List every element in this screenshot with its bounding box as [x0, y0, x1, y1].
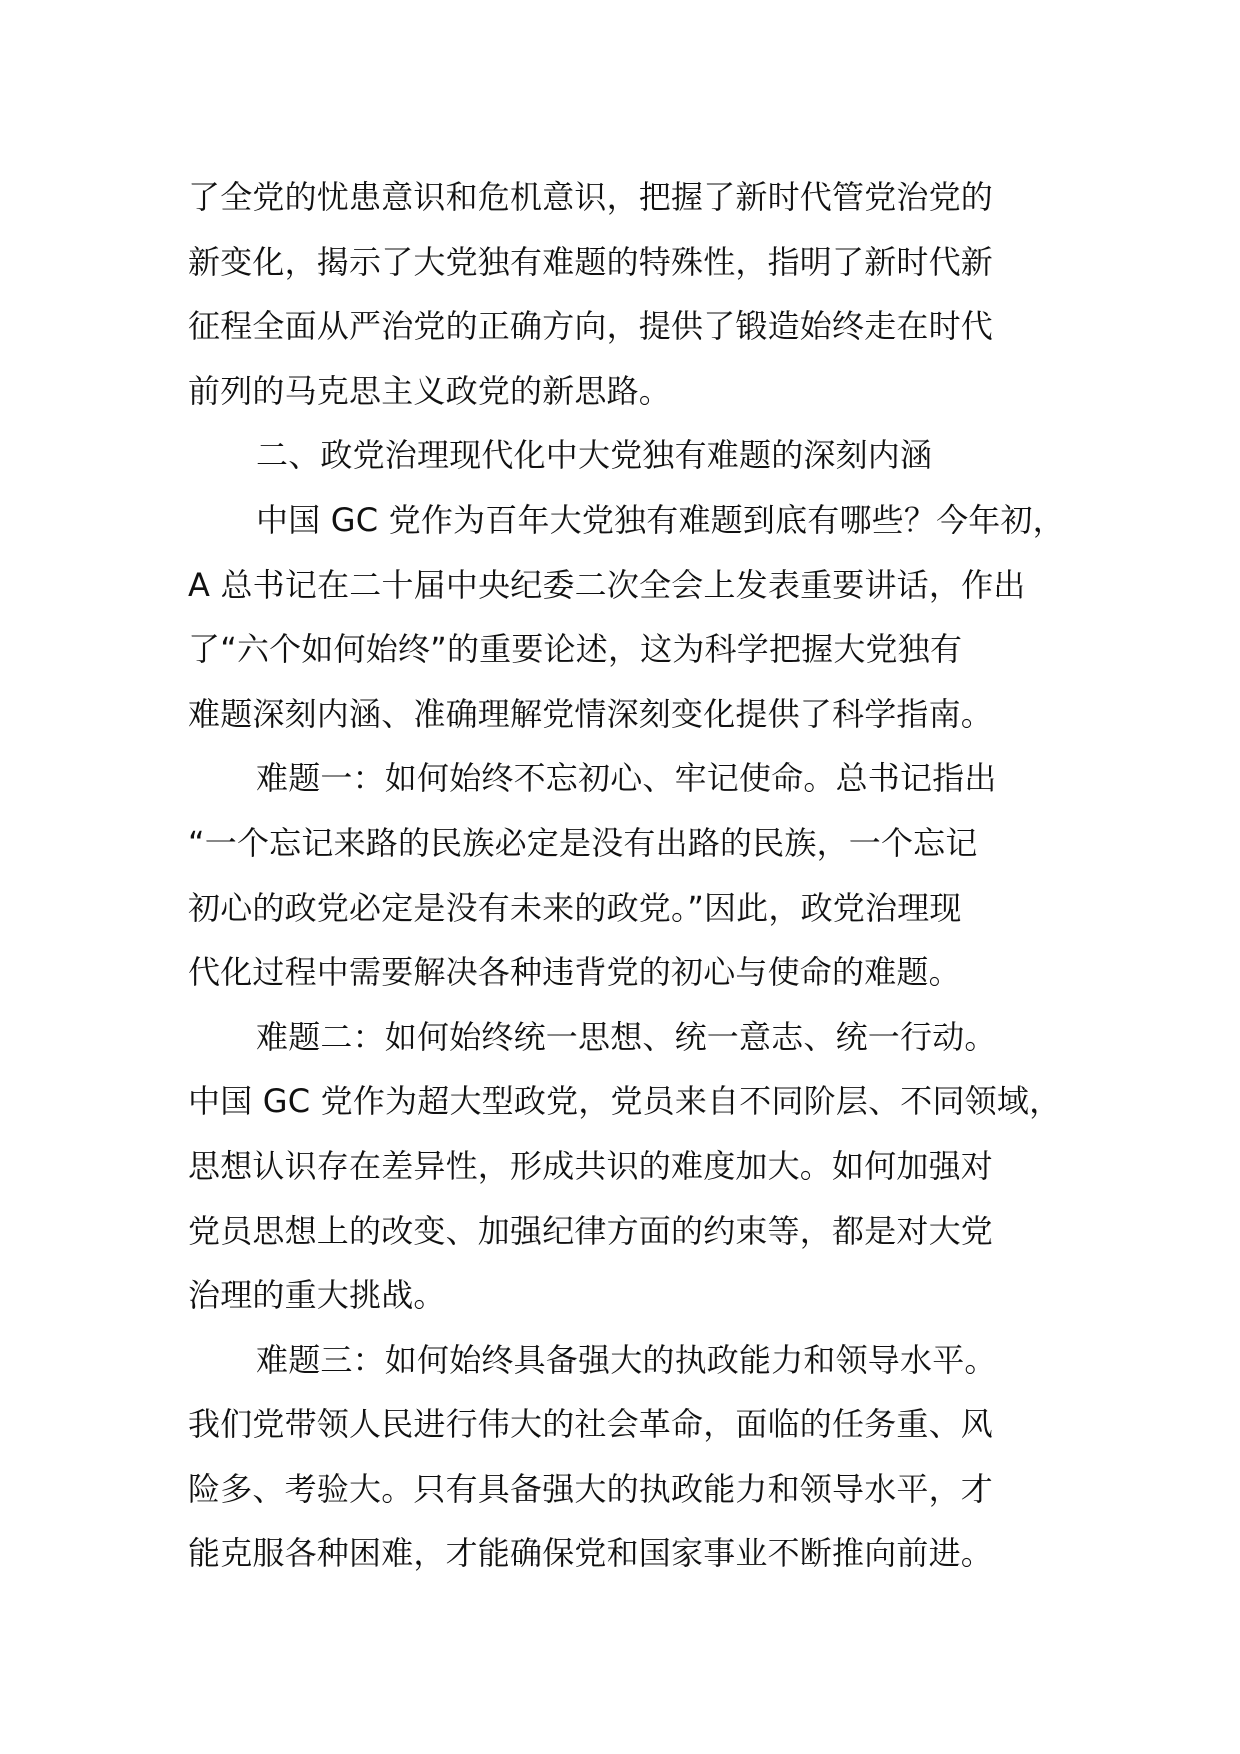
text-line-4: 前列的马克思主义政党的新思路。 [188, 371, 672, 410]
text-line-17: 党员思想上的改变、加强纪律方面的约束等，都是对大党 [188, 1211, 994, 1250]
text-line-22: 能克服各种困难，才能确保党和国家事业不断推向前进。 [188, 1534, 994, 1573]
text-line-18: 治理的重大挑战。 [188, 1276, 446, 1315]
text-line-1: 了全党的忧患意识和危机意识，把握了新时代管党治党的 [188, 178, 994, 216]
text-line-21: 险多、考验大。只有具备强大的执政能力和领导水平，才 [188, 1469, 994, 1508]
section-heading: 二、政党治理现代化中大党独有难题的深刻内涵 [256, 436, 933, 475]
text-line-8: 了“六个如何始终”的重要论述，这为科学把握大党独有 [188, 630, 963, 669]
text-line-13: 代化过程中需要解决各种违背党的初心与使命的难题。 [188, 953, 961, 992]
text-line-14: 难题二：如何始终统一思想、统一意志、统一行动。 [256, 1017, 997, 1056]
text-line-15: 中国 GC 党作为超大型政党，党员来自不同阶层、不同领域， [188, 1082, 1062, 1121]
text-line-7: A 总书记在二十届中央纪委二次全会上发表重要讲话，作出 [188, 565, 1026, 604]
text-line-20: 我们党带领人民进行伟大的社会革命，面临的任务重、风 [188, 1405, 994, 1444]
text-line-16: 思想认识存在差异性，形成共识的难度加大。如何加强对 [188, 1146, 994, 1185]
text-line-2: 新变化，揭示了大党独有难题的特殊性，指明了新时代新 [188, 242, 994, 281]
text-line-9: 难题深刻内涵、准确理解党情深刻变化提供了科学指南。 [188, 694, 994, 733]
text-line-19: 难题三：如何始终具备强大的执政能力和领导水平。 [256, 1340, 997, 1379]
text-line-3: 征程全面从严治党的正确方向，提供了锻造始终走在时代 [188, 307, 994, 346]
text-line-6: 中国 GC 党作为百年大党独有难题到底有哪些？今年初， [256, 500, 1065, 539]
text-line-10: 难题一：如何始终不忘初心、牢记使命。总书记指出 [256, 759, 997, 798]
text-line-11: “一个忘记来路的民族必定是没有出路的民族，一个忘记 [188, 823, 978, 862]
text-line-12: 初心的政党必定是没有未来的政党。”因此，政党治理现 [188, 888, 962, 927]
